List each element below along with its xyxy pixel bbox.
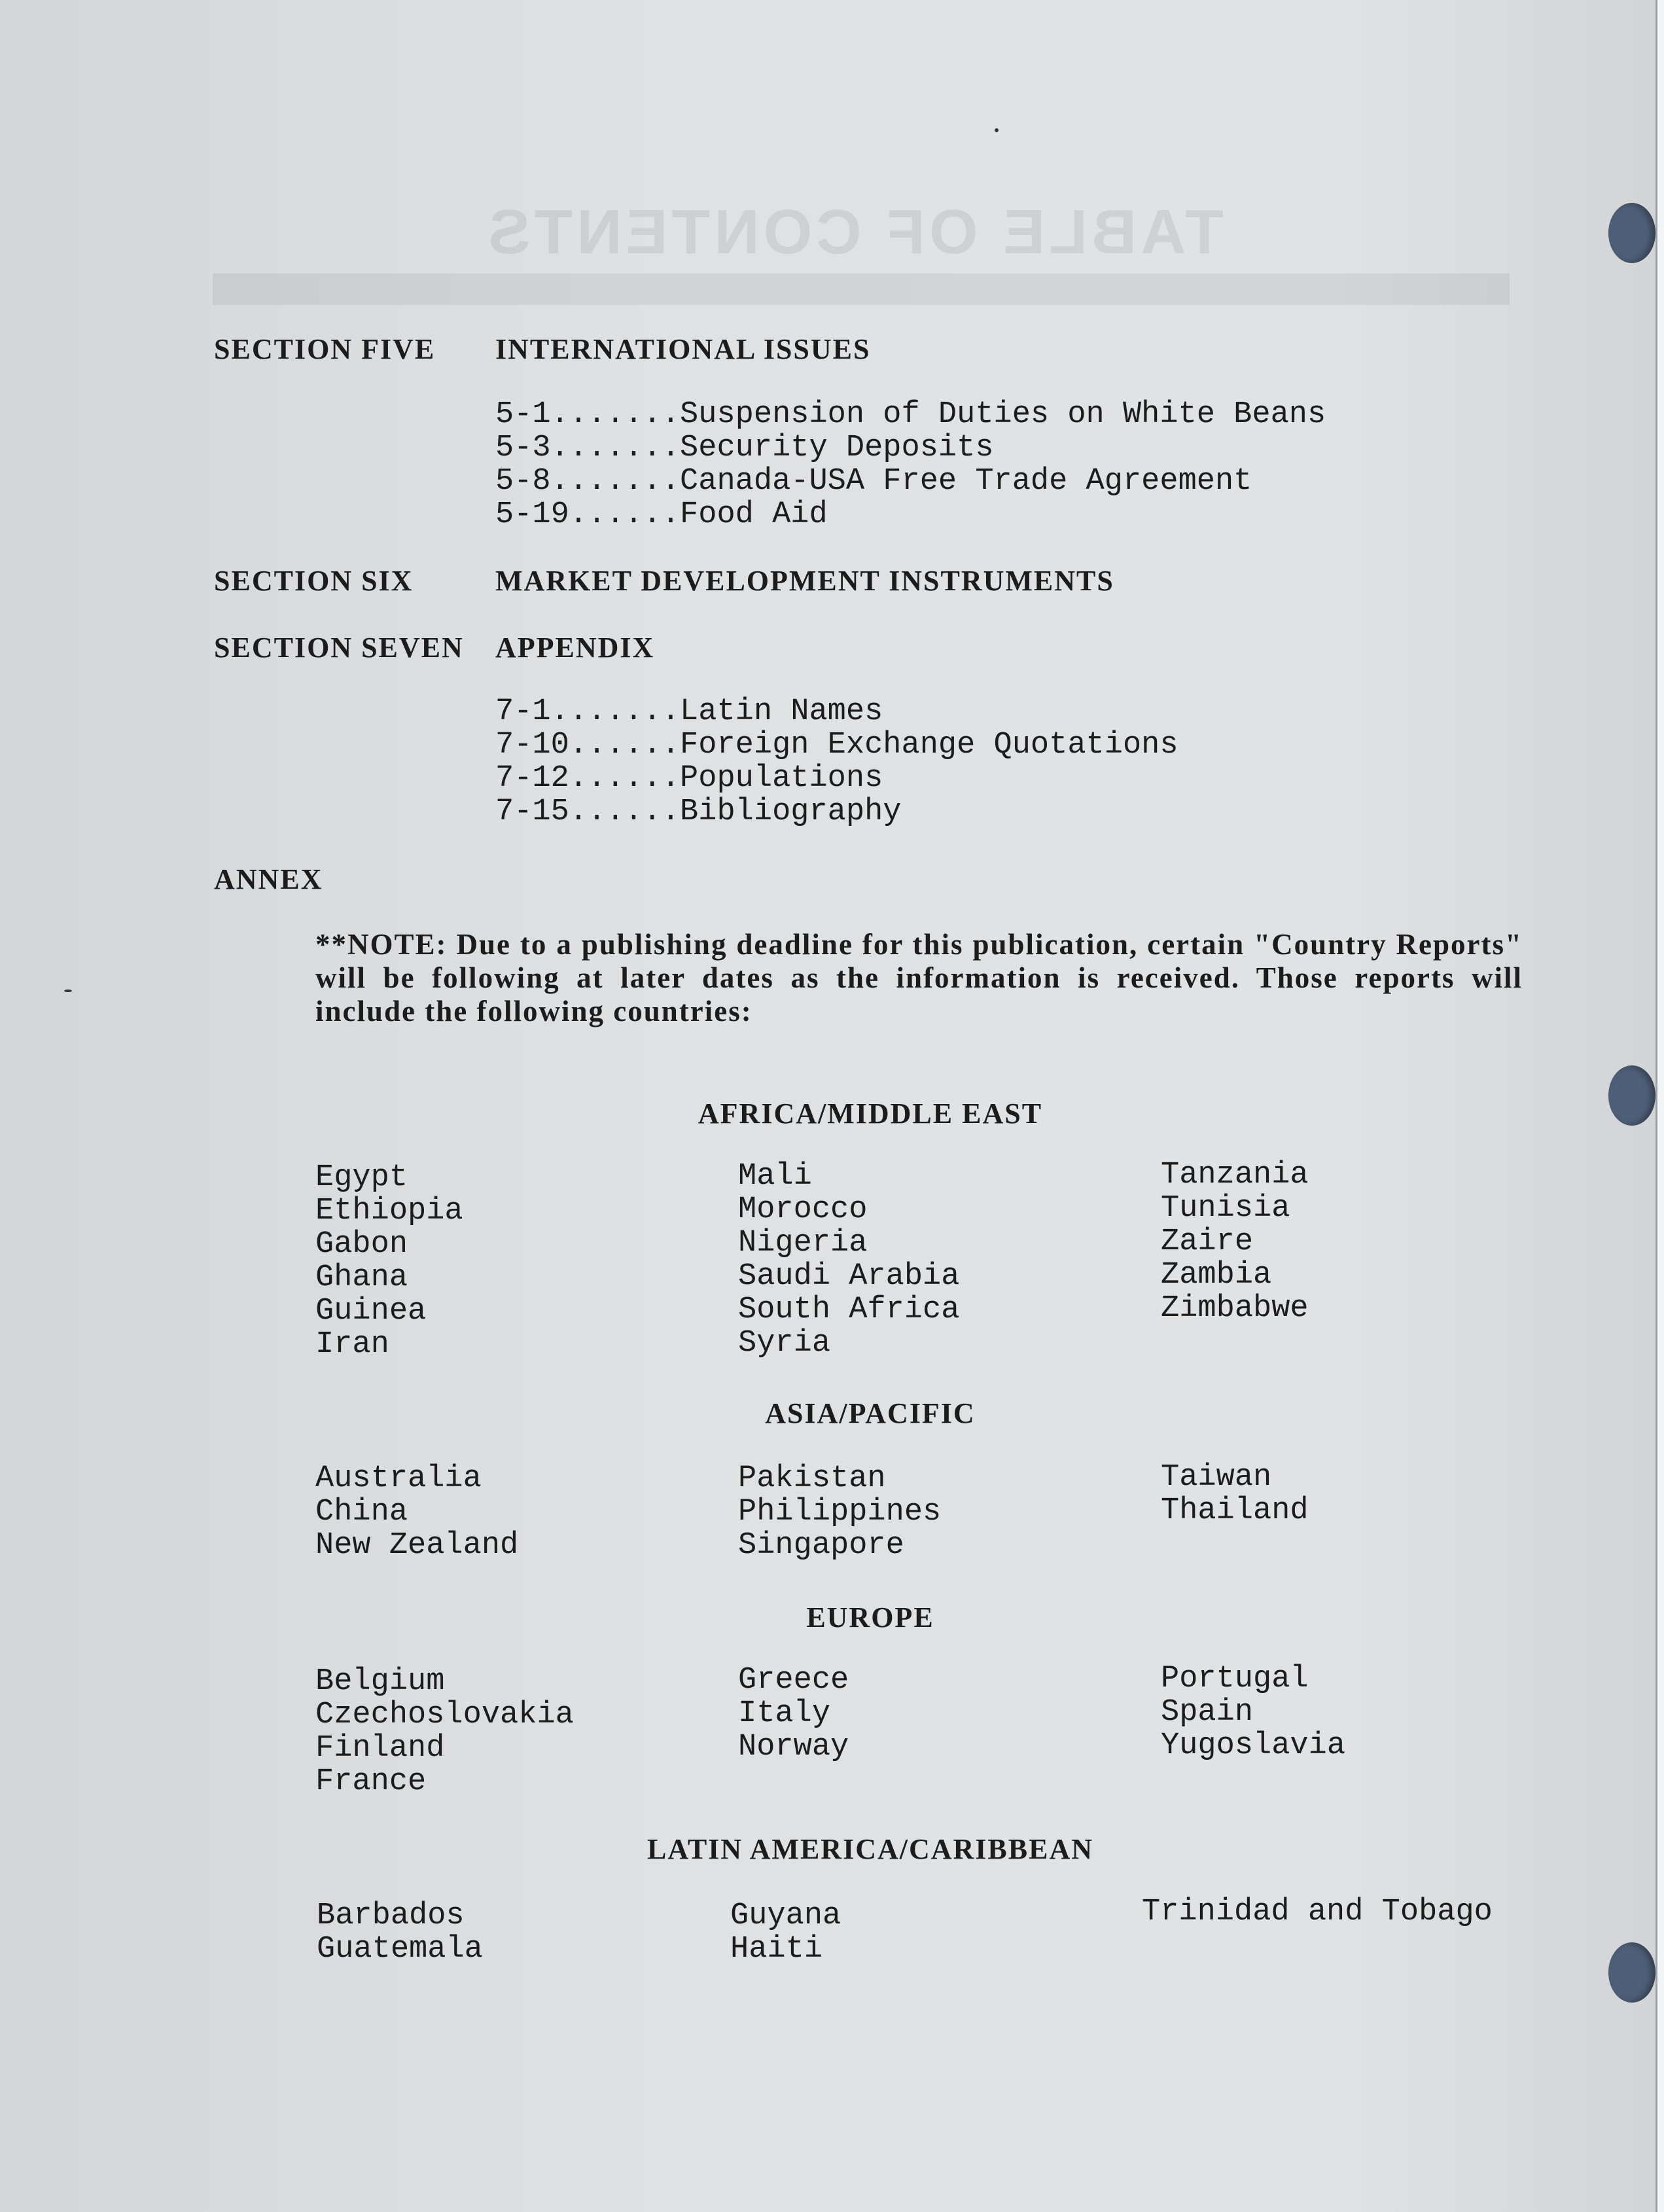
country-column [730, 1899, 841, 1966]
country-name: Iran [315, 1327, 389, 1362]
country-name: Italy [738, 1696, 831, 1731]
country-name: Finland [315, 1731, 445, 1766]
speck [995, 128, 999, 132]
country-column [317, 1899, 483, 1966]
region-heading: EUROPE [806, 1601, 934, 1633]
section-seven-entries [495, 695, 1178, 829]
country-column [738, 1160, 959, 1360]
toc-entry: 5-19......Food Aid [495, 497, 828, 532]
annex-label: ANNEX [214, 863, 323, 895]
section-seven-label: SECTION SEVEN [214, 632, 464, 664]
country-name: South Africa [738, 1293, 960, 1327]
region-heading: AFRICA/MIDDLE EAST [698, 1097, 1043, 1130]
country-column [738, 1664, 849, 1764]
country-name: Tanzania [1161, 1158, 1309, 1192]
country-column [738, 1462, 941, 1562]
toc-entry: 7-10......Foreign Exchange Quotations [495, 728, 1178, 762]
country-name: New Zealand [315, 1528, 519, 1563]
country-name: Gabon [315, 1227, 408, 1262]
bleed-through-title: TABLE OF CONTENTS [484, 197, 1224, 267]
country-name: Syria [738, 1326, 831, 1361]
country-name: Trinidad and Tobago [1142, 1895, 1493, 1929]
country-name: Pakistan [738, 1461, 886, 1496]
country-name: Australia [315, 1461, 482, 1496]
country-name: Philippines [738, 1495, 942, 1529]
country-name: Ghana [315, 1260, 408, 1295]
toc-entry: 5-1.......Suspension of Duties on White Beans [495, 397, 1326, 432]
toc-entry: 7-15......Bibliography [495, 794, 902, 829]
country-name: Taiwan [1161, 1460, 1272, 1495]
country-name: Zaire [1161, 1224, 1254, 1259]
toc-entry: 7-1.......Latin Names [495, 694, 883, 729]
country-name: Guyana [730, 1899, 841, 1933]
country-name: Tunisia [1161, 1191, 1290, 1226]
country-name: Yugoslavia [1161, 1728, 1346, 1763]
binder-hole-icon [1608, 1942, 1655, 2003]
country-column [1142, 1895, 1493, 1929]
country-column [315, 1161, 463, 1361]
section-five-entries [495, 398, 1326, 531]
country-name: Zambia [1161, 1258, 1272, 1293]
region-heading: LATIN AMERICA/CARIBBEAN [646, 1833, 1094, 1865]
binder-hole-icon [1608, 203, 1655, 263]
country-name: Portugal [1161, 1662, 1309, 1696]
country-name: Haiti [730, 1932, 823, 1967]
country-name: Nigeria [738, 1226, 868, 1260]
country-name: Czechoslovakia [315, 1698, 574, 1732]
country-name: France [315, 1764, 427, 1799]
country-name: Egypt [315, 1160, 408, 1195]
country-name: Thailand [1161, 1493, 1309, 1528]
country-name: Spain [1161, 1695, 1254, 1730]
country-name: Zimbabwe [1161, 1291, 1309, 1326]
country-name: Morocco [738, 1192, 868, 1227]
toc-entry: 7-12......Populations [495, 761, 883, 796]
section-five-label: SECTION FIVE [214, 333, 436, 365]
section-six-title: MARKET DEVELOPMENT INSTRUMENTS [495, 565, 1114, 597]
country-name: Saudi Arabia [738, 1259, 960, 1294]
country-column [315, 1462, 518, 1562]
speck [64, 990, 72, 992]
region-heading: ASIA/PACIFIC [765, 1397, 976, 1429]
country-column [1161, 1158, 1309, 1325]
country-column [315, 1665, 574, 1798]
annex-note: **NOTE: Due to a publishing deadline for this publication, certain "Country Reports" will be following at later dates as the information is received. Those reports will include the following countries: [315, 928, 1523, 1027]
bleed-through-rule [213, 274, 1510, 305]
country-name: Guatemala [317, 1932, 483, 1967]
section-seven-title: APPENDIX [495, 632, 655, 664]
country-name: Mali [738, 1159, 812, 1194]
country-name: Singapore [738, 1528, 904, 1563]
country-column [1161, 1461, 1309, 1527]
country-name: Greece [738, 1663, 849, 1698]
country-name: Ethiopia [315, 1194, 463, 1228]
section-five-title: INTERNATIONAL ISSUES [495, 333, 871, 365]
section-six-label: SECTION SIX [214, 565, 414, 597]
country-column [1161, 1662, 1345, 1762]
country-name: Belgium [315, 1664, 445, 1699]
country-name: Barbados [317, 1899, 465, 1933]
toc-entry: 5-8.......Canada-USA Free Trade Agreement [495, 464, 1252, 499]
country-name: Norway [738, 1730, 849, 1764]
toc-entry: 5-3.......Security Deposits [495, 431, 994, 465]
country-name: Guinea [315, 1294, 427, 1329]
country-name: China [315, 1495, 408, 1529]
